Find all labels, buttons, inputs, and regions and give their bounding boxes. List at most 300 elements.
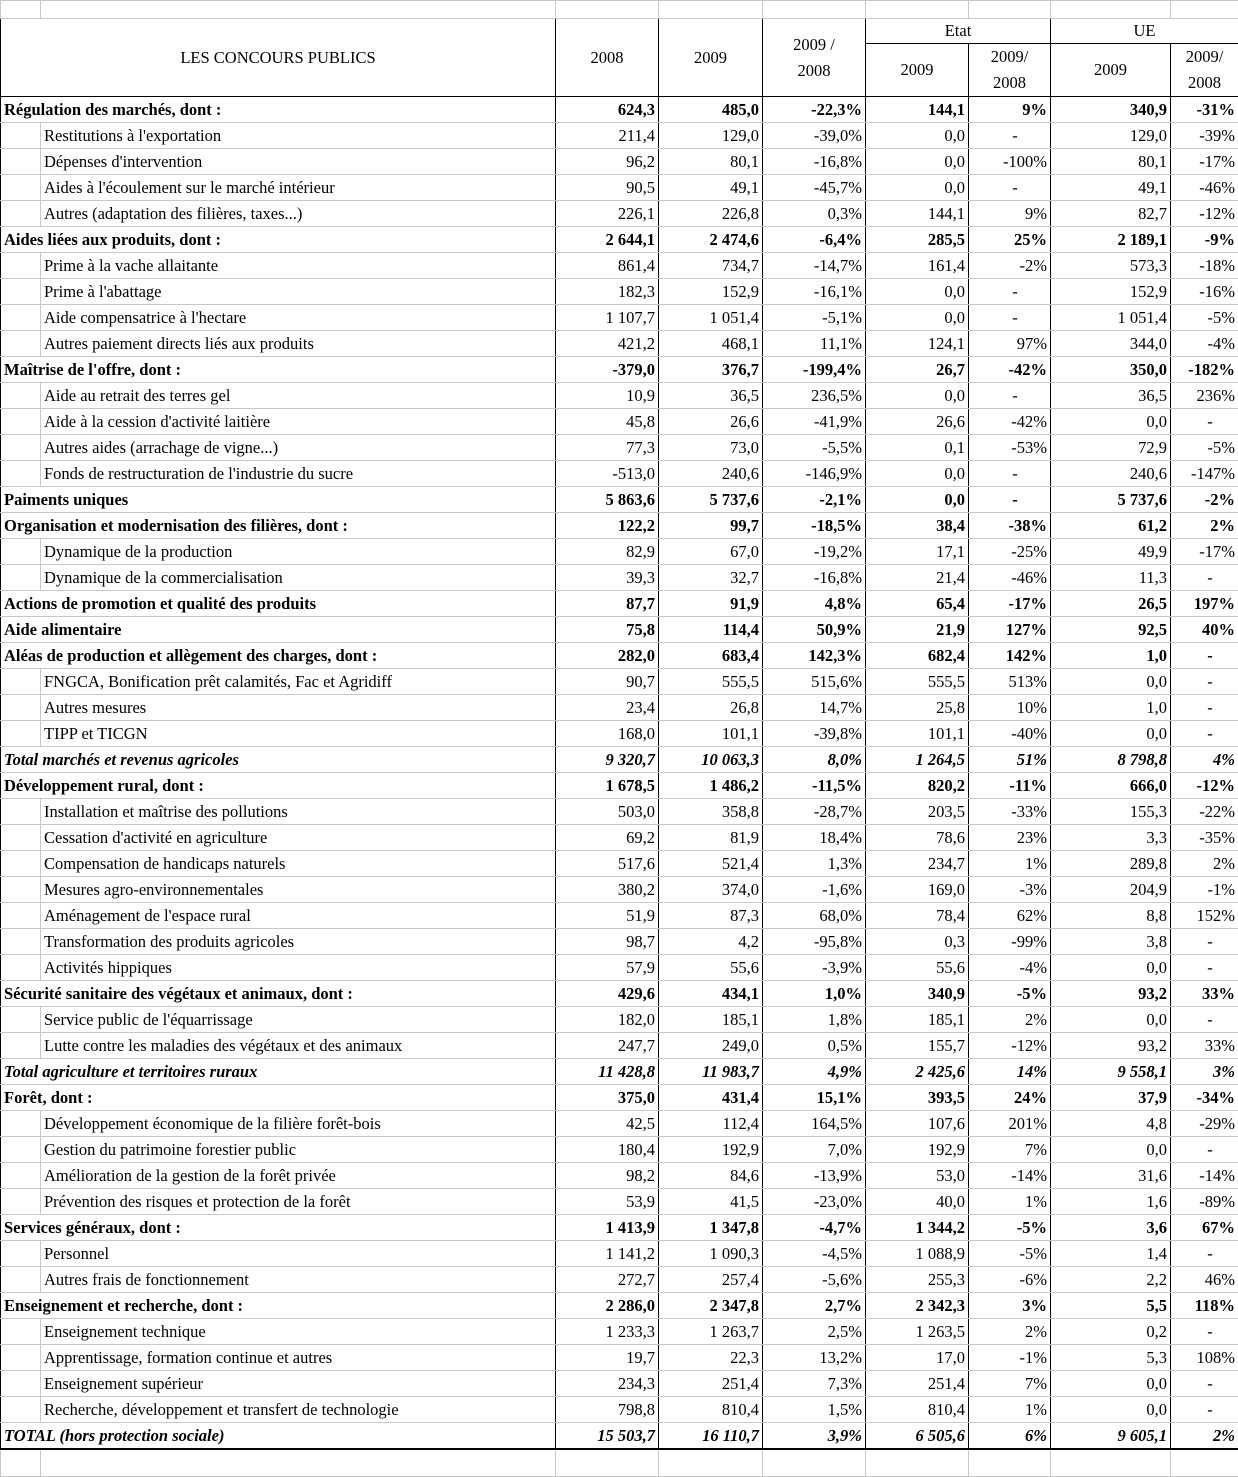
ue-2009: 0,0: [1051, 721, 1171, 747]
row-label: Mesures agro-environnementales: [41, 877, 556, 903]
ue-ratio: -: [1171, 1371, 1238, 1397]
etat-2009: 17,0: [866, 1345, 969, 1371]
ratio-2009-2008: -45,7%: [763, 175, 866, 201]
row-label: Cessation d'activité en agriculture: [41, 825, 556, 851]
header-ue-2009: 2009: [1051, 44, 1171, 97]
ratio-2009-2008: -11,5%: [763, 773, 866, 799]
value-2008: 10,9: [556, 383, 659, 409]
etat-2009: 155,7: [866, 1033, 969, 1059]
ue-ratio: 108%: [1171, 1345, 1238, 1371]
ue-2009: 72,9: [1051, 435, 1171, 461]
ue-ratio: -16%: [1171, 279, 1238, 305]
table-row: [1, 1319, 1238, 1345]
value-2008: 77,3: [556, 435, 659, 461]
value-2009: 1 090,3: [659, 1241, 763, 1267]
ue-ratio: -: [1171, 1007, 1238, 1033]
row-label: Activités hippiques: [41, 955, 556, 981]
row-label: Transformation des produits agricoles: [41, 929, 556, 955]
ue-ratio: -29%: [1171, 1111, 1238, 1137]
value-2009: 55,6: [659, 955, 763, 981]
etat-ratio: -5%: [969, 1241, 1051, 1267]
ue-2009: 3,3: [1051, 825, 1171, 851]
value-2008: 503,0: [556, 799, 659, 825]
ue-2009: 82,7: [1051, 201, 1171, 227]
row-label: TOTAL (hors protection sociale): [1, 1423, 556, 1450]
ue-ratio: -: [1171, 409, 1238, 435]
value-2008: 98,7: [556, 929, 659, 955]
etat-2009: 40,0: [866, 1189, 969, 1215]
ue-ratio: 4%: [1171, 747, 1238, 773]
etat-ratio: -2%: [969, 253, 1051, 279]
row-label: Service public de l'équarrissage: [41, 1007, 556, 1033]
ratio-2009-2008: -146,9%: [763, 461, 866, 487]
header-row-1: [1, 19, 1238, 44]
ue-2009: 0,2: [1051, 1319, 1171, 1345]
empty-cell: [41, 1449, 556, 1477]
ue-ratio: -: [1171, 1319, 1238, 1345]
ratio-2009-2008: 68,0%: [763, 903, 866, 929]
ratio-2009-2008: -13,9%: [763, 1163, 866, 1189]
etat-ratio: 2%: [969, 1007, 1051, 1033]
total-row: [1, 1423, 1238, 1450]
value-2008: 53,9: [556, 1189, 659, 1215]
ratio-2009-2008: -23,0%: [763, 1189, 866, 1215]
value-2009: 101,1: [659, 721, 763, 747]
value-2009: 84,6: [659, 1163, 763, 1189]
value-2008: 51,9: [556, 903, 659, 929]
ue-ratio: -12%: [1171, 201, 1238, 227]
value-2009: 129,0: [659, 123, 763, 149]
value-2008: 69,2: [556, 825, 659, 851]
value-2008: 226,1: [556, 201, 659, 227]
ue-2009: 93,2: [1051, 981, 1171, 1007]
ue-2009: 240,6: [1051, 461, 1171, 487]
indent-cell: [1, 1397, 41, 1423]
value-2008: 1 233,3: [556, 1319, 659, 1345]
indent-cell: [1, 305, 41, 331]
header-etat-ratio-text: 2009/ 2008: [991, 47, 1029, 92]
value-2009: 152,9: [659, 279, 763, 305]
etat-ratio: -4%: [969, 955, 1051, 981]
ue-ratio: -: [1171, 695, 1238, 721]
row-label: Apprentissage, formation continue et autres: [41, 1345, 556, 1371]
ratio-2009-2008: -2,1%: [763, 487, 866, 513]
header-ue-ratio-text: 2009/ 2008: [1186, 47, 1224, 92]
ratio-2009-2008: 15,1%: [763, 1085, 866, 1111]
etat-ratio: 14%: [969, 1059, 1051, 1085]
etat-ratio: -25%: [969, 539, 1051, 565]
header-ue-ratio: [1171, 44, 1238, 97]
value-2009: 431,4: [659, 1085, 763, 1111]
ue-ratio: -17%: [1171, 539, 1238, 565]
ratio-2009-2008: 0,3%: [763, 201, 866, 227]
ue-2009: 9 605,1: [1051, 1423, 1171, 1450]
etat-ratio: -5%: [969, 1215, 1051, 1241]
ue-2009: 129,0: [1051, 123, 1171, 149]
indent-cell: [1, 175, 41, 201]
table-row: [1, 123, 1238, 149]
value-2009: 683,4: [659, 643, 763, 669]
row-label: Dynamique de la commercialisation: [41, 565, 556, 591]
etat-2009: 25,8: [866, 695, 969, 721]
row-label: Autres paiement directs liés aux produits: [41, 331, 556, 357]
ue-2009: 5,5: [1051, 1293, 1171, 1319]
empty-cell: [556, 1449, 659, 1477]
etat-ratio: 513%: [969, 669, 1051, 695]
table-row: [1, 825, 1238, 851]
ue-2009: 80,1: [1051, 149, 1171, 175]
ue-ratio: 118%: [1171, 1293, 1238, 1319]
ue-ratio: -: [1171, 565, 1238, 591]
section-row: [1, 1293, 1238, 1319]
ratio-2009-2008: -5,5%: [763, 435, 866, 461]
ue-2009: 344,0: [1051, 331, 1171, 357]
row-label: Aides à l'écoulement sur le marché intérieur: [41, 175, 556, 201]
value-2008: 75,8: [556, 617, 659, 643]
value-2009: 26,8: [659, 695, 763, 721]
ratio-2009-2008: 4,9%: [763, 1059, 866, 1085]
etat-ratio: 201%: [969, 1111, 1051, 1137]
row-label: Installation et maîtrise des pollutions: [41, 799, 556, 825]
ue-2009: 0,0: [1051, 955, 1171, 981]
ue-ratio: 152%: [1171, 903, 1238, 929]
value-2008: 23,4: [556, 695, 659, 721]
ratio-2009-2008: 13,2%: [763, 1345, 866, 1371]
ratio-2009-2008: -41,9%: [763, 409, 866, 435]
ue-ratio: 46%: [1171, 1267, 1238, 1293]
ue-2009: 1 051,4: [1051, 305, 1171, 331]
row-label: Aide à la cession d'activité laitière: [41, 409, 556, 435]
section-row: [1, 1215, 1238, 1241]
ue-ratio: -89%: [1171, 1189, 1238, 1215]
ue-2009: 0,0: [1051, 1007, 1171, 1033]
indent-cell: [1, 123, 41, 149]
section-row: [1, 487, 1238, 513]
value-2009: 99,7: [659, 513, 763, 539]
indent-cell: [1, 253, 41, 279]
table-row: [1, 695, 1238, 721]
row-label: Enseignement technique: [41, 1319, 556, 1345]
indent-cell: [1, 461, 41, 487]
ratio-2009-2008: 236,5%: [763, 383, 866, 409]
section-row: [1, 357, 1238, 383]
ue-ratio: 2%: [1171, 513, 1238, 539]
value-2008: 211,4: [556, 123, 659, 149]
ue-ratio: -5%: [1171, 305, 1238, 331]
value-2008: 39,3: [556, 565, 659, 591]
value-2009: 2 474,6: [659, 227, 763, 253]
ratio-2009-2008: -18,5%: [763, 513, 866, 539]
ratio-2009-2008: 7,3%: [763, 1371, 866, 1397]
value-2009: 810,4: [659, 1397, 763, 1423]
ue-ratio: -: [1171, 643, 1238, 669]
etat-2009: 0,1: [866, 435, 969, 461]
ratio-2009-2008: 0,5%: [763, 1033, 866, 1059]
value-2008: 421,2: [556, 331, 659, 357]
ue-ratio: -17%: [1171, 149, 1238, 175]
row-label: Prime à l'abattage: [41, 279, 556, 305]
row-label: FNGCA, Bonification prêt calamités, Fac et Agridiff: [41, 669, 556, 695]
header-ratio-text: 2009 / 2008: [793, 35, 835, 80]
value-2009: 10 063,3: [659, 747, 763, 773]
value-2009: 81,9: [659, 825, 763, 851]
value-2009: 4,2: [659, 929, 763, 955]
empty-cell: [763, 1449, 866, 1477]
ratio-2009-2008: -16,8%: [763, 565, 866, 591]
value-2008: 90,5: [556, 175, 659, 201]
etat-ratio: -5%: [969, 981, 1051, 1007]
etat-ratio: -: [969, 175, 1051, 201]
header-etat: Etat: [866, 19, 1051, 44]
indent-cell: [1, 539, 41, 565]
etat-2009: 124,1: [866, 331, 969, 357]
ue-2009: 2,2: [1051, 1267, 1171, 1293]
value-2008: 82,9: [556, 539, 659, 565]
ratio-2009-2008: -4,5%: [763, 1241, 866, 1267]
etat-2009: 1 088,9: [866, 1241, 969, 1267]
etat-ratio: 24%: [969, 1085, 1051, 1111]
value-2008: 19,7: [556, 1345, 659, 1371]
table-row: [1, 1345, 1238, 1371]
etat-2009: 169,0: [866, 877, 969, 903]
indent-cell: [1, 851, 41, 877]
ue-2009: 92,5: [1051, 617, 1171, 643]
value-2008: 517,6: [556, 851, 659, 877]
table-row: [1, 1371, 1238, 1397]
etat-ratio: -: [969, 383, 1051, 409]
etat-2009: 255,3: [866, 1267, 969, 1293]
ratio-2009-2008: -39,8%: [763, 721, 866, 747]
ue-ratio: 33%: [1171, 981, 1238, 1007]
ratio-2009-2008: 14,7%: [763, 695, 866, 721]
value-2009: 67,0: [659, 539, 763, 565]
ue-ratio: 197%: [1171, 591, 1238, 617]
empty-cell: [1171, 1449, 1238, 1477]
row-label: Fonds de restructuration de l'industrie du sucre: [41, 461, 556, 487]
value-2009: 1 051,4: [659, 305, 763, 331]
etat-2009: 101,1: [866, 721, 969, 747]
value-2009: 185,1: [659, 1007, 763, 1033]
section-row: [1, 591, 1238, 617]
ratio-2009-2008: -16,8%: [763, 149, 866, 175]
value-2008: 282,0: [556, 643, 659, 669]
etat-ratio: 7%: [969, 1371, 1051, 1397]
indent-cell: [1, 1163, 41, 1189]
ue-ratio: -1%: [1171, 877, 1238, 903]
ratio-2009-2008: 11,1%: [763, 331, 866, 357]
etat-2009: 144,1: [866, 201, 969, 227]
ue-2009: 61,2: [1051, 513, 1171, 539]
etat-ratio: -1%: [969, 1345, 1051, 1371]
etat-2009: 0,0: [866, 279, 969, 305]
ue-2009: 1,0: [1051, 695, 1171, 721]
section-row: [1, 617, 1238, 643]
ratio-2009-2008: 7,0%: [763, 1137, 866, 1163]
value-2008: 798,8: [556, 1397, 659, 1423]
value-2008: 1 107,7: [556, 305, 659, 331]
etat-2009: 393,5: [866, 1085, 969, 1111]
ue-ratio: -: [1171, 669, 1238, 695]
etat-ratio: 2%: [969, 1319, 1051, 1345]
ue-ratio: -12%: [1171, 773, 1238, 799]
etat-ratio: 3%: [969, 1293, 1051, 1319]
etat-ratio: 9%: [969, 97, 1051, 123]
ue-2009: 3,8: [1051, 929, 1171, 955]
etat-2009: 1 344,2: [866, 1215, 969, 1241]
ue-2009: 204,9: [1051, 877, 1171, 903]
row-label: Aide compensatrice à l'hectare: [41, 305, 556, 331]
etat-ratio: 51%: [969, 747, 1051, 773]
ue-ratio: 236%: [1171, 383, 1238, 409]
etat-ratio: -40%: [969, 721, 1051, 747]
value-2009: 468,1: [659, 331, 763, 357]
etat-2009: 251,4: [866, 1371, 969, 1397]
row-label: Forêt, dont :: [1, 1085, 556, 1111]
indent-cell: [1, 1007, 41, 1033]
indent-cell: [1, 1371, 41, 1397]
ue-2009: 4,8: [1051, 1111, 1171, 1137]
indent-cell: [1, 149, 41, 175]
etat-2009: 107,6: [866, 1111, 969, 1137]
row-label: Amélioration de la gestion de la forêt privée: [41, 1163, 556, 1189]
etat-2009: 0,0: [866, 487, 969, 513]
value-2009: 226,8: [659, 201, 763, 227]
ratio-2009-2008: 1,3%: [763, 851, 866, 877]
value-2008: 247,7: [556, 1033, 659, 1059]
table-row: [1, 1163, 1238, 1189]
header-ratio: [763, 19, 866, 97]
etat-2009: 26,7: [866, 357, 969, 383]
value-2008: 272,7: [556, 1267, 659, 1293]
ue-2009: 11,3: [1051, 565, 1171, 591]
etat-ratio: 7%: [969, 1137, 1051, 1163]
value-2008: 87,7: [556, 591, 659, 617]
table-row: [1, 1241, 1238, 1267]
etat-2009: 65,4: [866, 591, 969, 617]
value-2008: 375,0: [556, 1085, 659, 1111]
etat-2009: 161,4: [866, 253, 969, 279]
value-2009: 26,6: [659, 409, 763, 435]
indent-cell: [1, 383, 41, 409]
etat-ratio: -11%: [969, 773, 1051, 799]
ue-ratio: -9%: [1171, 227, 1238, 253]
value-2009: 376,7: [659, 357, 763, 383]
indent-cell: [1, 877, 41, 903]
value-2009: 87,3: [659, 903, 763, 929]
indent-cell: [1, 825, 41, 851]
ue-2009: 5 737,6: [1051, 487, 1171, 513]
ue-ratio: -: [1171, 955, 1238, 981]
ue-2009: 93,2: [1051, 1033, 1171, 1059]
section-row: [1, 773, 1238, 799]
row-label: Aléas de production et allègement des charges, dont :: [1, 643, 556, 669]
indent-cell: [1, 565, 41, 591]
ratio-2009-2008: -95,8%: [763, 929, 866, 955]
ue-2009: 8,8: [1051, 903, 1171, 929]
etat-ratio: -46%: [969, 565, 1051, 591]
ratio-2009-2008: 1,5%: [763, 1397, 866, 1423]
etat-ratio: 23%: [969, 825, 1051, 851]
ue-2009: 49,1: [1051, 175, 1171, 201]
etat-2009: 1 263,5: [866, 1319, 969, 1345]
indent-cell: [1, 721, 41, 747]
ue-ratio: -: [1171, 1397, 1238, 1423]
etat-ratio: 62%: [969, 903, 1051, 929]
ue-2009: 1,6: [1051, 1189, 1171, 1215]
ratio-2009-2008: -14,7%: [763, 253, 866, 279]
row-label: Actions de promotion et qualité des produits: [1, 591, 556, 617]
indent-cell: [1, 695, 41, 721]
header-etat-ratio: [969, 44, 1051, 97]
table-row: [1, 1397, 1238, 1423]
ue-2009: 5,3: [1051, 1345, 1171, 1371]
indent-cell: [1, 1137, 41, 1163]
ue-2009: 8 798,8: [1051, 747, 1171, 773]
value-2009: 434,1: [659, 981, 763, 1007]
indent-cell: [1, 1033, 41, 1059]
etat-2009: 78,4: [866, 903, 969, 929]
row-label: Aménagement de l'espace rural: [41, 903, 556, 929]
etat-ratio: 1%: [969, 1189, 1051, 1215]
row-label: Enseignement supérieur: [41, 1371, 556, 1397]
etat-ratio: -42%: [969, 409, 1051, 435]
ue-2009: 1,0: [1051, 643, 1171, 669]
ue-2009: 340,9: [1051, 97, 1171, 123]
value-2009: 1 486,2: [659, 773, 763, 799]
ue-ratio: -35%: [1171, 825, 1238, 851]
table-row: [1, 669, 1238, 695]
header-2008: 2008: [556, 19, 659, 97]
value-2009: 485,0: [659, 97, 763, 123]
row-label: Prévention des risques et protection de la forêt: [41, 1189, 556, 1215]
row-label: Régulation des marchés, dont :: [1, 97, 556, 123]
ue-ratio: -46%: [1171, 175, 1238, 201]
value-2008: 1 413,9: [556, 1215, 659, 1241]
etat-ratio: 10%: [969, 695, 1051, 721]
indent-cell: [1, 903, 41, 929]
indent-cell: [1, 799, 41, 825]
ratio-2009-2008: 515,6%: [763, 669, 866, 695]
etat-ratio: 25%: [969, 227, 1051, 253]
ue-2009: 26,5: [1051, 591, 1171, 617]
value-2009: 41,5: [659, 1189, 763, 1215]
value-2008: 182,3: [556, 279, 659, 305]
ue-ratio: -: [1171, 1137, 1238, 1163]
etat-2009: 21,9: [866, 617, 969, 643]
value-2008: 1 141,2: [556, 1241, 659, 1267]
row-label: Développement économique de la filière forêt-bois: [41, 1111, 556, 1137]
ue-2009: 0,0: [1051, 409, 1171, 435]
value-2009: 91,9: [659, 591, 763, 617]
row-label: Autres aides (arrachage de vigne...): [41, 435, 556, 461]
etat-ratio: 6%: [969, 1423, 1051, 1450]
table-row: [1, 409, 1238, 435]
etat-ratio: -: [969, 461, 1051, 487]
table-row: [1, 1007, 1238, 1033]
table-row: [1, 331, 1238, 357]
etat-ratio: 97%: [969, 331, 1051, 357]
indent-cell: [1, 331, 41, 357]
value-2008: 180,4: [556, 1137, 659, 1163]
ratio-2009-2008: 142,3%: [763, 643, 866, 669]
ratio-2009-2008: -199,4%: [763, 357, 866, 383]
table-row: [1, 1111, 1238, 1137]
empty-bottom-row: [1, 1449, 1238, 1477]
table-row: [1, 799, 1238, 825]
indent-cell: [1, 1111, 41, 1137]
indent-cell: [1, 669, 41, 695]
ue-ratio: -: [1171, 721, 1238, 747]
